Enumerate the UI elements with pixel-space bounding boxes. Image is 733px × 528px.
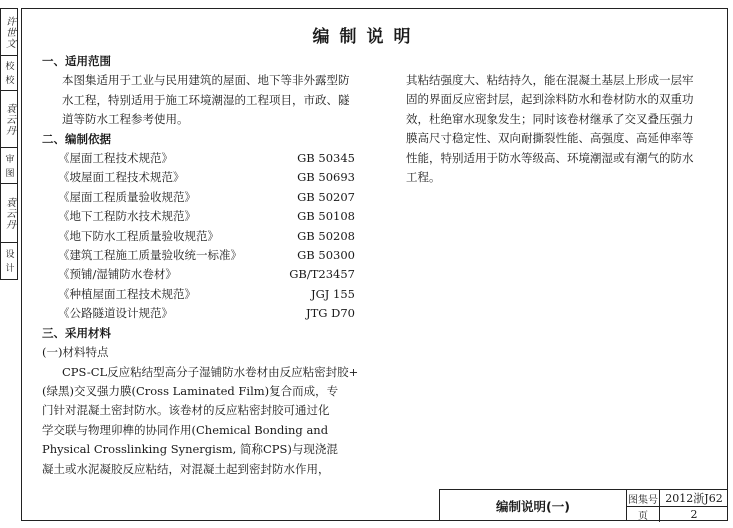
material-line: 凝土或水泥凝胶反应粘结，对混凝土起到密封防水作用， (42, 461, 330, 476)
signature-1: 许世文 (3, 15, 15, 49)
page-number: 2 (690, 508, 698, 521)
standard-code: GB 50300 (297, 248, 355, 263)
continued-line: 工程。 (406, 170, 441, 185)
strip-cell-6 (1, 243, 17, 279)
standard-row (42, 304, 367, 323)
standard-code: GB 50208 (297, 228, 355, 243)
scope-line: 水工程，特别适用于施工环境潮湿的工程项目，市政、隧 (62, 92, 350, 107)
title-block-meta (627, 490, 728, 521)
standard-name: 《种植屋面工程技术规范》 (58, 286, 196, 301)
standard-name: 《坡屋面工程技术规范》 (58, 170, 185, 185)
continued-line: 效，杜绝窜水现象发生；同时该卷材继承了交叉叠压强力 (406, 111, 694, 126)
label-check: 校 校 (3, 61, 14, 85)
standard-name: 《屋面工程技术规范》 (58, 151, 173, 166)
standard-row (42, 168, 367, 187)
material-line: (绿黑)交叉强力膜(Cross Laminated Film)复合而成，专 (42, 383, 339, 398)
standard-name: 《屋面工程质量验收规范》 (58, 189, 196, 204)
left-column (42, 52, 367, 479)
strip-cell-5 (1, 184, 17, 243)
standard-code: JGJ 155 (310, 286, 355, 301)
scope-line: 道等防水工程参考使用。 (62, 112, 189, 127)
material-line: CPS-CL反应粘结型高分子湿铺防水卷材由反应粘密封胶+ (62, 364, 359, 379)
standard-row (42, 285, 367, 304)
sheet-name: 编制说明(一) (440, 490, 627, 521)
right-column (406, 71, 726, 187)
standard-name: 《地下工程防水技术规范》 (58, 209, 196, 224)
standard-code: GB 50345 (297, 151, 355, 166)
standard-name: 《地下防水工程质量验收规范》 (58, 228, 219, 243)
strip-cell-4 (1, 148, 17, 184)
strip-cell-3 (1, 91, 17, 148)
material-line: Physical Crosslinking Synergism, 简称CPS)与现浇混 (42, 442, 338, 457)
page-label: 页 (627, 507, 660, 522)
atlas-label: 图集号 (627, 490, 660, 506)
standard-code: GB 50207 (297, 189, 355, 204)
continued-line: 其粘结强度大、粘结持久，能在混凝土基层上形成一层牢 (406, 73, 694, 87)
standard-name: 《预铺/湿铺防水卷材》 (58, 267, 177, 282)
label-design: 设 计 (3, 249, 14, 273)
continued-line: 性能，特别适用于防水等级高、环境潮湿或有潮气的防水 (406, 150, 694, 165)
continued-line: 膜高尺寸稳定性、双向耐撕裂性能、高强度、高延伸率等 (406, 131, 694, 146)
standard-name: 《公路隧道设计规范》 (58, 306, 173, 321)
standard-code: GB 50693 (297, 170, 355, 185)
atlas-row (627, 490, 728, 507)
approval-strip (0, 8, 18, 280)
page-row (627, 507, 728, 522)
standard-row (42, 149, 367, 168)
scope-line: 本图集适用于工业与民用建筑的屋面、地下等非外露型防 (62, 73, 350, 88)
material-line: 门针对混凝土密封防水。该卷材的反应粘密封胶可通过化 (42, 403, 330, 418)
label-review: 审 图 (3, 153, 14, 178)
continued-line: 固的界面反应密封层，起到涂料防水和卷材防水的双重功 (406, 92, 694, 107)
standard-row (42, 227, 367, 246)
standard-row (42, 207, 367, 226)
section-heading-materials: 三、采用材料 (42, 325, 111, 340)
standard-row (42, 188, 367, 207)
subsection-heading: (一)材料特点 (42, 345, 109, 360)
standard-code: GB 50108 (297, 209, 355, 224)
standard-row (42, 246, 367, 265)
standard-code: JTG D70 (306, 306, 355, 321)
atlas-number: 2012浙J62 (665, 492, 723, 505)
section-heading-scope: 一、适用范围 (42, 54, 111, 68)
standard-row (42, 265, 367, 284)
signature-3: 袁云丹 (3, 196, 15, 230)
material-line: 学交联与物理卯榫的协同作用(Chemical Bonding and (42, 422, 329, 437)
page-title: 编制说明 (312, 27, 421, 47)
standard-name: 《建筑工程施工质量验收统一标准》 (58, 248, 242, 263)
strip-cell-2 (1, 56, 17, 91)
signature-2: 袁云丹 (3, 102, 15, 136)
title-block (439, 489, 728, 521)
section-heading-basis: 二、编制依据 (42, 131, 111, 146)
standard-code: GB/T23457 (289, 267, 355, 282)
